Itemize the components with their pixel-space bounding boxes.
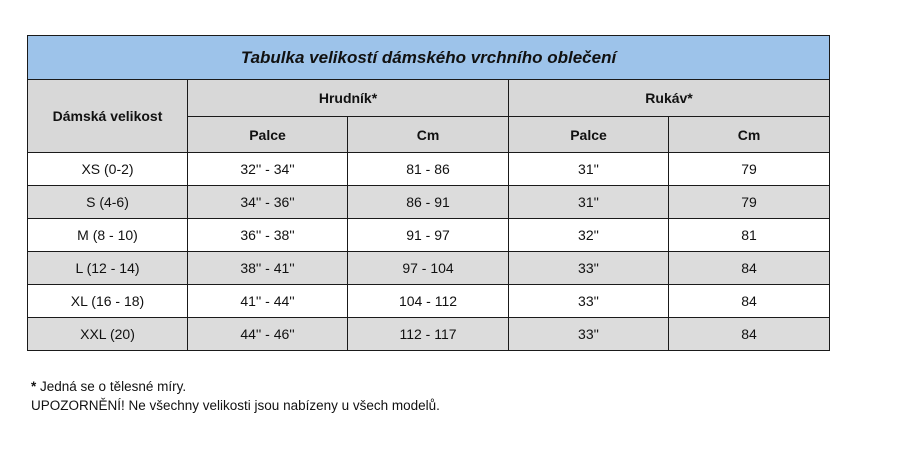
table-title: Tabulka velikostí dámského vrchního oblečení [28, 36, 830, 80]
footnote-measurements [31, 377, 440, 396]
footnote-star: * [31, 379, 37, 394]
chest-cm-cell: 91 - 97 [348, 219, 509, 252]
chest-cm-cell: 104 - 112 [348, 285, 509, 318]
sleeve-inches-header: Palce [509, 117, 669, 153]
chest-inches-header: Palce [188, 117, 348, 153]
availability-warning: UPOZORNĚNÍ! Ne všechny velikosti jsou nabízeny u všech modelů. [31, 398, 440, 413]
chest-inches-cell: 41'' - 44'' [188, 285, 348, 318]
sleeve-inches-cell: 31'' [509, 186, 669, 219]
table-row [28, 285, 830, 318]
sleeve-inches-cell: 32'' [509, 219, 669, 252]
sleeve-inches-cell: 31'' [509, 153, 669, 186]
chest-inches-cell: 38'' - 41'' [188, 252, 348, 285]
size-cell: S (4-6) [28, 186, 188, 219]
table-row [28, 186, 830, 219]
chest-cm-cell: 97 - 104 [348, 252, 509, 285]
footnotes [31, 377, 440, 415]
size-chart-table [27, 35, 830, 351]
sleeve-cm-cell: 79 [669, 186, 830, 219]
chest-cm-header: Cm [348, 117, 509, 153]
table-row [28, 252, 830, 285]
sleeve-cm-cell: 84 [669, 318, 830, 351]
size-cell: XL (16 - 18) [28, 285, 188, 318]
chest-inches-cell: 36'' - 38'' [188, 219, 348, 252]
sleeve-inches-cell: 33'' [509, 318, 669, 351]
size-cell: M (8 - 10) [28, 219, 188, 252]
chest-group-header: Hrudník* [188, 80, 509, 117]
table-row [28, 219, 830, 252]
table-row [28, 153, 830, 186]
footnote-text: Jedná se o tělesné míry. [36, 379, 187, 394]
chest-inches-cell: 32'' - 34'' [188, 153, 348, 186]
size-cell: XXL (20) [28, 318, 188, 351]
size-cell: L (12 - 14) [28, 252, 188, 285]
table-row [28, 318, 830, 351]
sleeve-group-header: Rukáv* [509, 80, 830, 117]
chest-inches-cell: 44'' - 46'' [188, 318, 348, 351]
size-cell: XS (0-2) [28, 153, 188, 186]
sleeve-cm-cell: 84 [669, 285, 830, 318]
chest-cm-cell: 81 - 86 [348, 153, 509, 186]
sleeve-inches-cell: 33'' [509, 285, 669, 318]
chest-cm-cell: 86 - 91 [348, 186, 509, 219]
sleeve-cm-header: Cm [669, 117, 830, 153]
sleeve-inches-cell: 33'' [509, 252, 669, 285]
sleeve-cm-cell: 79 [669, 153, 830, 186]
sleeve-cm-cell: 84 [669, 252, 830, 285]
chest-cm-cell: 112 - 117 [348, 318, 509, 351]
size-column-header: Dámská velikost [28, 80, 188, 153]
sleeve-cm-cell: 81 [669, 219, 830, 252]
chest-inches-cell: 34'' - 36'' [188, 186, 348, 219]
